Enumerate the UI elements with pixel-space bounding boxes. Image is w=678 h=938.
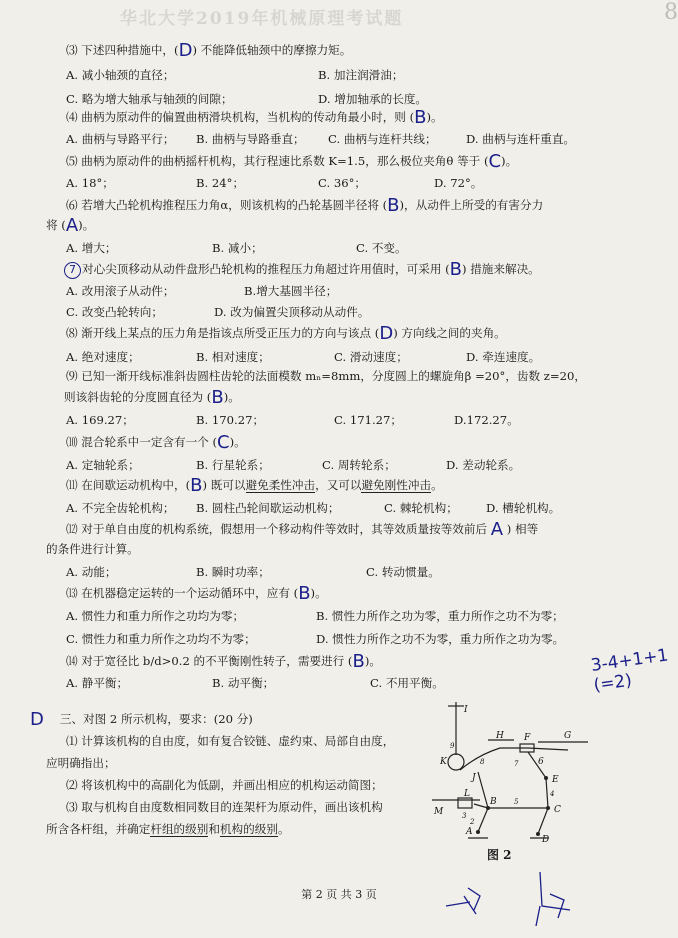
s3-l5-underlined-1: 杆组的级别 [150,822,209,836]
q3-answer: D [178,40,193,61]
s3-l5-mid: 和 [208,822,220,836]
label-c: C [554,805,561,815]
q11-text-after: 。 [431,478,443,492]
label-i: I [464,705,468,715]
q8-option-a: A. 绝对速度； [66,350,140,364]
question-5 [66,151,518,172]
label-6: 6 [538,757,544,767]
q13-text-after: )。 [310,586,327,600]
q5-text-before: ⑸ 曲柄为原动件的曲柄摇杆机构，其行程速比系数 K=1.5，那么极位夹角θ 等于 ( [66,154,489,168]
q11-text-mid2: ，又可以 [315,478,362,492]
q14-option-b: B. 动平衡； [212,676,275,690]
q5-option-a: A. 18°； [66,176,114,190]
question-12-line-2: 的条件进行计算。 [46,542,139,556]
joint-d [536,832,540,836]
q11-option-b: B. 圆柱凸轮间歇运动机构； [196,501,340,515]
q5-option-b: B. 24°； [196,176,245,190]
roller-k [448,754,464,770]
q6-option-c: C. 不变。 [356,241,407,255]
question-8 [66,323,506,344]
question-9-line-2 [64,387,240,408]
s3-l5-underlined-2: 机构的级别 [219,822,278,836]
q4-text-before: ⑷ 曲柄为原动件的偏置曲柄滑块机构，当机构的传动角最小时，则 ( [66,110,415,124]
q12-option-a: A. 动能； [66,565,117,579]
q9-line2-after: )。 [223,390,240,404]
label-k: K [440,757,447,767]
mechanism-figure-2 [418,700,598,844]
margin-handwritten-note: 3-4+1+1 (=2) [589,645,670,696]
q7-option-a: A. 改用滚子从动件； [66,284,175,298]
q13-option-c: C. 惯性力和重力所作之功均不为零； [66,632,256,646]
question-4 [66,107,443,128]
q5-answer: C [488,151,502,172]
label-8: 8 [480,758,485,766]
label-d: D [542,835,550,844]
label-b: B [490,797,497,807]
q9-option-b: B. 170.27； [196,413,265,427]
q11-answer: B [190,475,203,496]
q4-text-after: )。 [426,110,443,124]
q13-option-b: B. 惯性力所作之功为零，重力所作之功不为零； [316,609,564,623]
joint-e [544,776,548,780]
q11-option-a: A. 不完全齿轮机构； [66,501,175,515]
q4-option-b: B. 曲柄与导路垂直； [196,132,305,146]
q14-text-after: )。 [364,654,381,668]
link-e-c [546,778,548,808]
q11-option-c: C. 棘轮机构； [384,501,458,515]
q5-option-c: C. 36°； [318,176,366,190]
label-3: 3 [462,812,467,820]
q9-line2-before: 则该斜齿轮的分度圆直径为 ( [64,390,212,404]
q10-option-a: A. 定轴轮系； [66,458,140,472]
q3-option-c: C. 略为增大轴承与轴颈的间隙； [66,92,233,106]
section-3-line-2: 应明确指出； [46,756,116,770]
q6-line2-before: 将 ( [46,218,66,232]
q8-answer: D [379,323,394,344]
link-j-b [478,772,488,808]
link-a-b [478,808,488,832]
q7-answer: B [449,259,462,280]
section-3-line-3: ⑵ 将该机构中的高副化为低副，并画出相应的机构运动简图； [66,778,383,792]
q6-answer-2: A [65,215,79,236]
q10-text-before: ⑽ 混合轮系中一定含有一个 ( [66,435,218,449]
q6-text-before: ⑹ 若增大凸轮机构推程压力角α，则该机构的凸轮基圆半径将 ( [66,198,388,212]
joint-c [546,806,550,810]
label-2: 2 [470,818,475,826]
q9-answer: B [211,387,224,408]
label-e: E [552,775,559,785]
q7-option-b: B.增大基圆半径； [244,284,338,298]
section-3-line-1: ⑴ 计算该机构的自由度，如有复合铰链、虚约束、局部自由度， [66,734,395,748]
question-14 [66,651,381,672]
q3-option-a: A. 减小轴颈的直径； [66,68,175,82]
q6-option-a: A. 增大； [66,241,117,255]
q11-underlined-1: 避免柔性冲击 [245,478,316,492]
q7-text-after: ) 措施来解决。 [461,262,540,276]
question-6-line-1 [66,195,544,216]
joint-a [476,830,480,834]
link-b-l [474,804,488,808]
corner-mark: 8 [664,0,678,25]
q9-option-a: A. 169.27； [66,413,134,427]
q5-text-after: )。 [501,154,518,168]
q7-option-d: D. 改为偏置尖顶移动从动件。 [214,305,370,319]
q8-option-c: C. 滑动速度； [334,350,408,364]
q3-option-d: D. 增加轴承的长度。 [318,92,428,106]
label-7: 7 [514,760,519,768]
s3-l5-before: 所含各杆组，并确定 [46,822,151,836]
label-f: F [524,733,531,743]
label-g: G [564,731,572,741]
q13-text-before: ⒀ 在机器稳定运转的一个运动循环中，应有 ( [66,586,299,600]
q11-option-d: D. 槽轮机构。 [486,501,561,515]
question-6-line-2 [46,215,95,236]
q10-answer: C [217,432,230,453]
q9-option-d: D.172.27。 [454,413,519,427]
question-13 [66,583,327,604]
q3-text-before: ⑶ 下述四种措施中，( [66,43,179,57]
q10-option-c: C. 周转轮系； [322,458,396,472]
q5-option-d: D. 72°。 [434,176,483,190]
q13-option-a: A. 惯性力和重力所作之功均为零； [66,609,245,623]
q7-text-before: 对心尖顶移动从动件盘形凸轮机构的推程压力角超过许用值时，可采用 ( [82,262,450,276]
label-h: H [496,731,504,741]
section-3-line-5 [46,822,290,837]
q7-option-c: C. 改变凸轮转向； [66,305,163,319]
q3-text-after: ) 不能降低轴颈中的摩擦力矩。 [192,43,352,57]
q12-text-before: ⑿ 对于单自由度的机构系统，假想用一个移动构件等效时，其等效质量按等效前后 [66,522,488,536]
s3-l5-after: 。 [277,822,290,836]
q4-answer: B [414,107,427,128]
q7-circled-number: 7 [64,262,81,279]
link-c-d [538,808,548,834]
label-9: 9 [450,742,455,750]
q8-text-before: ⑻ 渐开线上某点的压力角是指该点所受正压力的方向与该点 ( [66,326,380,340]
q4-option-a: A. 曲柄与导路平行； [66,132,175,146]
q13-answer: B [298,583,311,604]
q12-option-c: C. 转动惯量。 [366,565,440,579]
q11-text-mid: ) 既可以 [202,478,246,492]
q10-text-after: )。 [229,435,246,449]
q6-line2-after: )。 [78,218,95,232]
section-3-heading [30,709,253,730]
section-3-mark: D [30,709,44,730]
q14-option-c: C. 不用平衡。 [370,676,444,690]
label-j: J [472,773,476,783]
q10-option-d: D. 差动轮系。 [446,458,521,472]
q12-option-b: B. 瞬时功率； [196,565,270,579]
bleed-through-text: 华北大学2019年机械原理考试题 [120,9,404,29]
q8-option-b: B. 相对速度； [196,350,270,364]
q4-option-c: C. 曲柄与连杆共线； [328,132,437,146]
figure-caption: 图 2 [487,848,512,862]
question-10 [66,432,246,453]
q10-option-b: B. 行星轮系； [196,458,270,472]
label-m: M [434,807,444,817]
q6-answer-1: B [387,195,400,216]
section-3-title: 三、对图 2 所示机构，要求：(20 分) [59,712,253,726]
label-l: L [464,789,470,799]
q12-text-after: ) 相等 [506,522,539,536]
q11-underlined-2: 避免刚性冲击 [361,478,432,492]
q3-option-b: B. 加注润滑油； [318,68,404,82]
q13-option-d: D. 惯性力所作之功不为零，重力所作之功为零。 [316,632,565,646]
label-4: 4 [550,790,555,798]
q6-option-b: B. 减小； [212,241,263,255]
q14-option-a: A. 静平衡； [66,676,129,690]
question-11 [66,475,443,496]
q11-text-before: ⑾ 在间歇运动机构中，( [66,478,191,492]
question-3 [66,40,352,61]
q14-answer: B [352,651,365,672]
q6-text-after: )，从动件上所受的有害分力 [399,198,544,212]
q8-option-d: D. 牵连速度。 [466,350,541,364]
label-5: 5 [514,798,519,806]
label-a: A [466,827,473,837]
q14-text-before: ⒁ 对于宽径比 b/d>0.2 的不平衡刚性转子，需要进行 ( [66,654,353,668]
q4-option-d: D. 曲柄与连杆重直。 [466,132,576,146]
q8-text-after: ) 方向线之间的夹角。 [393,326,506,340]
section-3-line-4: ⑶ 取与机构自由度数相同数目的连架杆为原动件，画出该机构 [66,800,383,814]
question-12-line-1 [66,519,539,540]
q12-answer: A [490,519,504,540]
question-9-line-1: ⑼ 已知一渐开线标准斜齿圆柱齿轮的法面模数 mₙ=8mm，分度圆上的螺旋角β =20°，齿数 z=20， [66,369,586,383]
question-7 [64,260,540,279]
page-footer: 第 2 页 共 3 页 [301,888,377,901]
q9-option-c: C. 171.27； [334,413,402,427]
